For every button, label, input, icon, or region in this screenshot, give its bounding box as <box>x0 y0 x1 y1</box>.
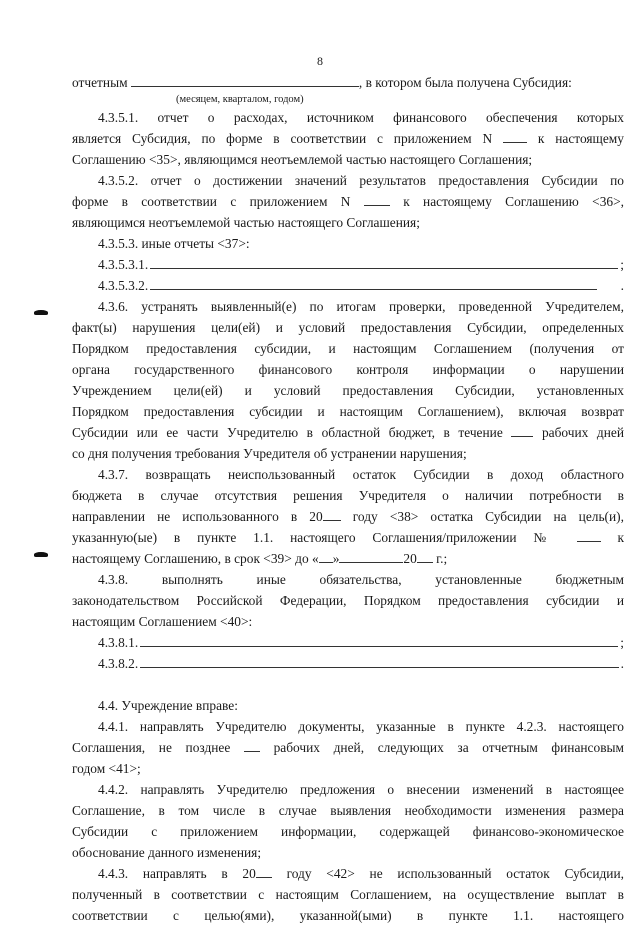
blank-field <box>511 424 533 437</box>
text-line: Соглашения, не позднее рабочих дней, следующих за отчетным финансовым <box>72 740 624 755</box>
paragraph-4-3-6: 4.3.6. устранять выявленный(е) по итогам проверки, проведенной Учредителем, <box>98 299 624 314</box>
text-line: Соглашение, в том числе в случае выявления необходимости изменения размера <box>72 803 624 818</box>
text-line: полученный в соответствии с настоящим Соглашением, на осуществление выплат в <box>72 887 624 902</box>
text-line: 4.3.5.3.1. ; <box>72 254 624 275</box>
paragraph-4-3-7: 4.3.7. возвращать неиспользованный остаток Субсидии в доход областного <box>98 467 624 482</box>
scan-mark <box>34 552 48 557</box>
spacer <box>72 674 624 695</box>
field-caption: (месяцем, кварталом, годом) <box>176 94 304 105</box>
section-4-4-heading: 4.4. Учреждение вправе: <box>98 698 238 713</box>
text-line: законодательством Российской Федерации, Порядком предоставления субсидии и <box>72 593 624 608</box>
document-body <box>72 72 624 926</box>
text-line: 4.3.8.2. . <box>72 653 624 674</box>
blank-field <box>140 653 618 668</box>
text-line: являющимся неотъемлемой частью настоящего Соглашения; <box>72 215 420 230</box>
text-line: бюджета в случае отсутствия решения Учредителя о наличии потребности в <box>72 488 624 503</box>
blank-field <box>319 550 333 563</box>
text-line: Учреждением цели(ей) и условий предоставления Субсидии, установленных <box>72 383 624 398</box>
text-line: Субсидии с приложением информации, содержащей финансово-экономическое <box>72 824 624 839</box>
text-line: форме в соответствии с приложением N к настоящему Соглашению <36>, <box>72 194 624 209</box>
text-line: отчетным , в котором была получена Субсидия: <box>72 75 572 90</box>
text-line: 4.3.5.3.2. . <box>72 275 624 296</box>
text-line: Субсидии или ее части Учредителю в областной бюджет, в течение рабочих дней <box>72 425 624 440</box>
scan-mark <box>34 310 48 315</box>
text-line: годом <41>; <box>72 761 141 776</box>
paragraph-4-4-2: 4.4.2. направлять Учредителю предложения о внесении изменений в настоящее <box>98 782 624 797</box>
text-line: факт(ы) нарушения цели(ей) и условий предоставления Субсидии, определенных <box>72 320 624 335</box>
text-line: обоснование данного изменения; <box>72 845 262 860</box>
blank-field <box>339 550 403 563</box>
text-line: Порядком предоставления субсидии, и настоящим Соглашением (получения от <box>72 341 624 356</box>
text-line: 4.3.8.1. ; <box>72 632 624 653</box>
text-line: со дня получения требования Учредителя об устранении нарушения; <box>72 446 467 461</box>
text-line: Соглашению <35>, являющимся неотъемлемой частью настоящего Соглашения; <box>72 152 533 167</box>
blank-field <box>417 550 433 563</box>
paragraph-4-4-3: 4.4.3. направлять в 20 году <42> не использованный остаток Субсидии, <box>98 866 624 881</box>
blank-field <box>244 739 260 752</box>
blank-field <box>150 254 618 269</box>
text-line: указанную(ые) в пункте 1.1. настоящего Соглашения/приложении № к <box>72 530 624 545</box>
blank-field <box>503 130 527 143</box>
blank-field <box>150 275 596 290</box>
page-number: 8 <box>317 54 323 68</box>
blank-field <box>364 193 390 206</box>
blank-field <box>323 508 341 521</box>
blank-field <box>140 632 618 647</box>
text-line: соответствии с целью(ями), указанной(ыми) в пункте 1.1. настоящего <box>72 908 624 923</box>
paragraph-4-3-5-1: 4.3.5.1. отчет о расходах, источником финансового обеспечения которых <box>98 110 624 125</box>
text-line: настоящим Соглашением <40>: <box>72 614 253 629</box>
text-line: органа государственного финансового контроля информации о нарушении <box>72 362 624 377</box>
text-line: Порядком предоставления субсидии и настоящим Соглашением), включая возврат <box>72 404 624 419</box>
paragraph-4-3-5-3: 4.3.5.3. иные отчеты <37>: <box>98 236 250 251</box>
paragraph-4-4-1: 4.4.1. направлять Учредителю документы, указанные в пункте 4.2.3. настоящего <box>98 719 624 734</box>
blank-field <box>577 529 601 542</box>
blank-field <box>131 74 359 87</box>
paragraph-4-3-5-2: 4.3.5.2. отчет о достижении значений результатов предоставления Субсидии по <box>98 173 624 188</box>
text-line: является Субсидия, по форме в соответствии с приложением N к настоящему <box>72 131 624 146</box>
blank-field <box>256 865 272 878</box>
paragraph-4-3-8: 4.3.8. выполнять иные обязательства, установленные бюджетным <box>98 572 624 587</box>
text-line: направлении не использованного в 20 году <38> остатка Субсидии на цель(и), <box>72 509 624 524</box>
text-line: настоящему Соглашению, в срок <39> до « » 20 г.; <box>72 551 448 566</box>
